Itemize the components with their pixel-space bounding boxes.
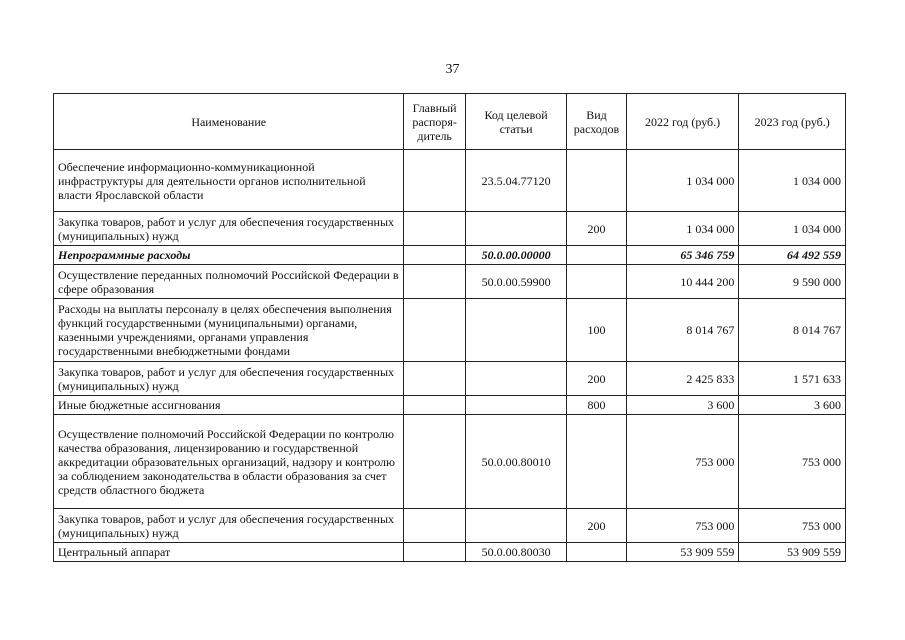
header-expense-type: Вид расходов: [567, 94, 626, 150]
table-row: [54, 509, 846, 543]
row-main-manager: [404, 415, 465, 509]
table-row: [54, 396, 846, 415]
row-amount-2023: 8 014 767: [739, 299, 846, 362]
row-amount-2022: 1 034 000: [626, 150, 739, 212]
row-name: Обеспечение информационно-коммуникационной инфраструктуры для деятельности органов исполнительной власти Ярославской области: [54, 150, 404, 212]
row-main-manager: [404, 246, 465, 265]
row-main-manager: [404, 150, 465, 212]
header-target-code: Код целевой статьи: [465, 94, 566, 150]
row-expense-type: [567, 265, 626, 299]
row-target-code: 50.0.00.00000: [465, 246, 566, 265]
row-name: Закупка товаров, работ и услуг для обеспечения государственных (муниципальных) нужд: [54, 362, 404, 396]
row-amount-2022: 3 600: [626, 396, 739, 415]
row-expense-type: [567, 150, 626, 212]
row-main-manager: [404, 265, 465, 299]
table-row: [54, 265, 846, 299]
table-row: [54, 299, 846, 362]
row-expense-type: 200: [567, 509, 626, 543]
row-amount-2022: 753 000: [626, 415, 739, 509]
table-header-row: [54, 94, 846, 150]
row-amount-2022: 53 909 559: [626, 543, 739, 562]
row-target-code: [465, 396, 566, 415]
row-expense-type: 800: [567, 396, 626, 415]
row-amount-2022: 1 034 000: [626, 212, 739, 246]
table-row: [54, 246, 846, 265]
row-target-code: [465, 509, 566, 543]
row-name: Непрограммные расходы: [54, 246, 404, 265]
row-amount-2023: 1 571 633: [739, 362, 846, 396]
row-target-code: 50.0.00.80030: [465, 543, 566, 562]
row-target-code: 50.0.00.80010: [465, 415, 566, 509]
row-name: Осуществление полномочий Российской Федерации по контролю качества образования, лицензированию и государственной аккредитации образовательных организаций, надзору и контролю за соблюдением законодательства в области образования за счет средств областного бюджета: [54, 415, 404, 509]
row-amount-2022: 8 014 767: [626, 299, 739, 362]
header-main-manager: Главный распоря-дитель: [404, 94, 465, 150]
row-name: Центральный аппарат: [54, 543, 404, 562]
row-name: Закупка товаров, работ и услуг для обеспечения государственных (муниципальных) нужд: [54, 509, 404, 543]
page-number: 37: [445, 62, 460, 77]
row-main-manager: [404, 543, 465, 562]
row-amount-2023: 1 034 000: [739, 150, 846, 212]
table-row: [54, 543, 846, 562]
row-target-code: [465, 212, 566, 246]
row-name: Закупка товаров, работ и услуг для обеспечения государственных (муниципальных) нужд: [54, 212, 404, 246]
budget-table: [53, 93, 846, 562]
row-expense-type: 200: [567, 212, 626, 246]
header-year-2023: 2023 год (руб.): [739, 94, 846, 150]
row-amount-2023: 9 590 000: [739, 265, 846, 299]
table-row: [54, 415, 846, 509]
row-amount-2023: 64 492 559: [739, 246, 846, 265]
row-amount-2023: 753 000: [739, 415, 846, 509]
header-name: Наименование: [54, 94, 404, 150]
row-name: Иные бюджетные ассигнования: [54, 396, 404, 415]
row-main-manager: [404, 362, 465, 396]
row-name: Осуществление переданных полномочий Российской Федерации в сфере образования: [54, 265, 404, 299]
row-expense-type: [567, 543, 626, 562]
table-row: [54, 362, 846, 396]
row-amount-2023: 753 000: [739, 509, 846, 543]
row-target-code: 50.0.00.59900: [465, 265, 566, 299]
row-expense-type: 200: [567, 362, 626, 396]
row-expense-type: 100: [567, 299, 626, 362]
row-main-manager: [404, 396, 465, 415]
row-target-code: 23.5.04.77120: [465, 150, 566, 212]
row-amount-2022: 753 000: [626, 509, 739, 543]
table-row: [54, 212, 846, 246]
row-main-manager: [404, 299, 465, 362]
row-target-code: [465, 362, 566, 396]
row-target-code: [465, 299, 566, 362]
header-year-2022: 2022 год (руб.): [626, 94, 739, 150]
row-amount-2023: 53 909 559: [739, 543, 846, 562]
table-row: [54, 150, 846, 212]
row-name: Расходы на выплаты персоналу в целях обеспечения выполнения функций государственными (муниципальными) органами, казенными учреждениями, органами управления государственными внебюджетными фондами: [54, 299, 404, 362]
row-main-manager: [404, 509, 465, 543]
row-main-manager: [404, 212, 465, 246]
row-amount-2022: 10 444 200: [626, 265, 739, 299]
row-amount-2023: 3 600: [739, 396, 846, 415]
row-amount-2022: 2 425 833: [626, 362, 739, 396]
row-amount-2023: 1 034 000: [739, 212, 846, 246]
row-expense-type: [567, 415, 626, 509]
row-amount-2022: 65 346 759: [626, 246, 739, 265]
row-expense-type: [567, 246, 626, 265]
